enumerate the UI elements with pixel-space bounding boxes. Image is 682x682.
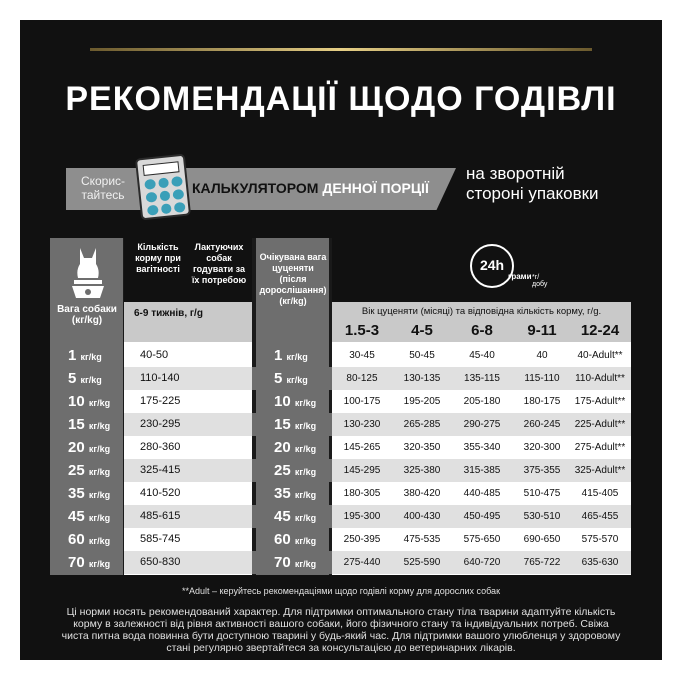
banner-left-text: [68, 174, 138, 202]
gold-divider: [90, 48, 592, 51]
pregnancy-amount-cell: 40-50: [140, 349, 169, 361]
puppy-amount-cell: 130-135: [403, 373, 441, 384]
expected-weight-value: 60: [274, 531, 291, 548]
banner-strong-text: [192, 180, 429, 196]
pregnancy-amount-cell: 585-745: [140, 533, 181, 545]
expected-weight-cell: [256, 482, 329, 507]
dog-weight-cell: [50, 367, 123, 392]
puppy-amount-cell: 525-590: [403, 557, 441, 568]
puppy-amount-cell: 130-230: [343, 419, 381, 430]
banner-right-line2: стороні упаковки: [466, 184, 599, 203]
puppy-amount-cell: 690-650: [523, 534, 561, 545]
grams-label: грами: [508, 272, 532, 281]
header-amount: Кількість корму при вагітності: [135, 242, 181, 274]
footnote: **Adult – керуйтесь рекомендаціями щодо годівлі корму для дорослих собак: [181, 586, 501, 596]
puppy-amount-cell: 115-110: [524, 373, 560, 384]
unit-label: кг/kg: [294, 513, 317, 523]
dog-weight-cell: [50, 551, 123, 576]
expected-weight-value: 15: [274, 416, 291, 433]
puppy-amount-cell: 575-650: [463, 534, 501, 545]
puppy-amount-cell: 195-205: [403, 396, 441, 407]
puppy-amount-cell: 415-405: [581, 488, 619, 499]
expected-weight-value: 5: [274, 370, 283, 387]
unit-label: кг/kg: [294, 490, 317, 500]
unit-label: кг/kg: [80, 375, 102, 385]
dog-weight-value: 60: [68, 531, 85, 548]
age-caption: Вік цуценяти (місяці) та відповідна кількість корму, г/g.: [361, 306, 602, 317]
expected-weight-value: 1: [274, 347, 283, 364]
puppy-amount-cell: 275-Adult**: [574, 442, 626, 453]
puppy-amount-cell: 440-485: [463, 488, 501, 499]
puppy-amount-cell: 320-350: [403, 442, 441, 453]
disclaimer-paragraph: Ці норми носять рекомендований характер. Для підтримки оптимального стану тіла тварини адаптуйте кількість корму в залежності від рівня активності вашого собаки, його фізичного стану та індивідуальних потреб. Свіжа чиста питна вода повинна бути доступною тварині у будь-який час. Для підтримки вашого улюбленця у здоровому стані регулярно звертайтеся за консультацією до ветеринарних лікарів.: [61, 606, 621, 654]
puppy-amount-cell: 320-300: [523, 442, 561, 453]
puppy-amount-cell: 635-630: [581, 557, 619, 568]
puppy-amount-cell: 175-Adult**: [574, 396, 626, 407]
dog-weight-value: 25: [68, 462, 85, 479]
puppy-amount-cell: 260-245: [523, 419, 561, 430]
puppy-amount-cell: 575-570: [581, 534, 619, 545]
age-label: 4-5: [411, 322, 433, 339]
unit-label: кг/kg: [294, 467, 317, 477]
expected-weight-cell: [256, 390, 329, 415]
dog-weight-cell: [50, 390, 123, 415]
puppy-amount-cell: 315-385: [463, 465, 501, 476]
expected-weight-value: 25: [274, 462, 291, 479]
expected-weight-cell: [256, 367, 329, 392]
expected-weight-value: 70: [274, 554, 291, 571]
dog-weight-cell: [50, 413, 123, 438]
table-row: [50, 482, 631, 505]
unit-label: кг/kg: [294, 421, 317, 431]
banner-strong-light: ДЕННОЇ ПОРЦІЇ: [322, 180, 429, 196]
dog-weight-value: 10: [68, 393, 85, 410]
table-row: [50, 390, 631, 413]
pregnancy-amount-cell: 280-360: [140, 441, 181, 453]
pregnancy-amount-cell: 650-830: [140, 556, 181, 568]
dog-weight-value: 70: [68, 554, 85, 571]
puppy-amount-cell: 275-440: [343, 557, 381, 568]
puppy-amount-cell: 250-395: [343, 534, 381, 545]
unit-label: кг/kg: [88, 536, 111, 546]
header-weeks: 6-9 тижнів, г/g: [134, 308, 203, 319]
dog-weight-cell: [50, 482, 123, 507]
dog-weight-cell: [50, 528, 123, 553]
clock-text: 24h: [479, 257, 505, 273]
page-title: РЕКОМЕНДАЦІЇ ЩОДО ГОДІВЛІ: [65, 80, 617, 118]
puppy-amount-cell: 45-40: [469, 350, 495, 361]
puppy-amount-cell: 30-45: [349, 350, 375, 361]
table-row: [50, 436, 631, 459]
expected-weight-value: 35: [274, 485, 291, 502]
puppy-amount-cell: 355-340: [463, 442, 501, 453]
header-expected-weight: Очікувана вага цуценяти (після дорослішання) (кг/kg): [259, 252, 327, 306]
table-row: [50, 367, 631, 390]
expected-weight-cell: [256, 459, 329, 484]
pregnancy-amount-cell: 230-295: [140, 418, 181, 430]
calculator-icon: [135, 154, 191, 221]
unit-label: кг/kg: [88, 513, 111, 523]
puppy-amount-cell: 180-305: [343, 488, 381, 499]
pregnancy-amount-cell: 325-415: [140, 464, 181, 476]
dog-weight-cell: [50, 505, 123, 530]
puppy-amount-cell: 465-455: [581, 511, 619, 522]
table-row: [50, 528, 631, 551]
dog-weight-value: 5: [68, 370, 77, 387]
unit-label: кг/kg: [294, 398, 317, 408]
unit-label: кг/kg: [80, 352, 102, 362]
dog-weight-value: 45: [68, 508, 85, 525]
puppy-amount-cell: 135-115: [464, 373, 500, 384]
clock-24h-icon: [470, 244, 550, 296]
unit-label: кг/kg: [294, 559, 317, 569]
unit-label: кг/kg: [294, 444, 317, 454]
puppy-amount-cell: 375-355: [523, 465, 561, 476]
expected-weight-cell: [256, 413, 329, 438]
per-day-label: *г/добу: [532, 274, 548, 288]
pregnancy-amount-cell: 110-140: [140, 372, 180, 384]
unit-label: кг/kg: [88, 421, 111, 431]
puppy-amount-cell: 110-Adult**: [575, 373, 625, 384]
puppy-amount-cell: 40: [536, 350, 548, 361]
expected-weight-cell: [256, 344, 329, 369]
expected-weight-value: 45: [274, 508, 291, 525]
banner-right-line1: на зворотній: [466, 164, 565, 183]
puppy-amount-cell: 450-495: [463, 511, 501, 522]
dog-weight-cell: [50, 459, 123, 484]
table-row: [50, 413, 631, 436]
unit-label: кг/kg: [88, 398, 111, 408]
puppy-amount-cell: 100-175: [343, 396, 381, 407]
dog-weight-cell: [50, 436, 123, 461]
dog-scale-icon: [66, 244, 110, 300]
puppy-amount-cell: 290-275: [463, 419, 501, 430]
puppy-amount-cell: 50-45: [409, 350, 435, 361]
age-label: 12-24: [580, 322, 620, 339]
unit-label: кг/kg: [286, 352, 308, 362]
puppy-amount-cell: 265-285: [403, 419, 441, 430]
expected-weight-cell: [256, 551, 329, 576]
age-label: 9-11: [527, 322, 557, 339]
puppy-amount-cell: 195-300: [343, 511, 381, 522]
dog-weight-value: 15: [68, 416, 85, 433]
pregnancy-amount-cell: 175-225: [140, 395, 181, 407]
expected-weight-value: 20: [274, 439, 291, 456]
feeding-table: [50, 238, 631, 575]
table-row: [50, 344, 631, 367]
expected-weight-value: 10: [274, 393, 291, 410]
puppy-amount-cell: 205-180: [463, 396, 501, 407]
puppy-amount-cell: 40-Adult**: [577, 350, 623, 361]
unit-label: кг/kg: [88, 490, 111, 500]
puppy-amount-cell: 400-430: [403, 511, 441, 522]
age-header-row: [332, 322, 631, 340]
expected-weight-cell: [256, 505, 329, 530]
unit-label: кг/kg: [286, 375, 308, 385]
puppy-amount-cell: 80-125: [346, 373, 378, 384]
puppy-amount-cell: 180-175: [523, 396, 561, 407]
puppy-amount-cell: 325-Adult**: [574, 465, 626, 476]
unit-label: кг/kg: [88, 559, 111, 569]
puppy-amount-cell: 765-722: [523, 557, 561, 568]
banner-strong-word: КАЛЬКУЛЯТОРОМ: [192, 180, 319, 196]
table-row: [50, 551, 631, 574]
dog-weight-value: 20: [68, 439, 85, 456]
age-label: 1.5-3: [344, 322, 380, 339]
pregnancy-amount-cell: 485-615: [140, 510, 181, 522]
puppy-amount-cell: 325-380: [403, 465, 441, 476]
expected-weight-cell: [256, 528, 329, 553]
table-row: [50, 459, 631, 482]
table-row: [50, 505, 631, 528]
puppy-amount-cell: 530-510: [523, 511, 561, 522]
dog-weight-cell: [50, 344, 123, 369]
feeding-panel: [20, 20, 662, 660]
puppy-amount-cell: 475-535: [403, 534, 441, 545]
banner-left-line1: Скорис-: [80, 174, 126, 188]
puppy-amount-cell: 225-Adult**: [574, 419, 626, 430]
unit-label: кг/kg: [88, 444, 111, 454]
puppy-amount-cell: 510-475: [523, 488, 561, 499]
unit-label: кг/kg: [88, 467, 111, 477]
puppy-amount-cell: 380-420: [403, 488, 441, 499]
header-lactation: Лактуючих собак годувати за їх потребою: [191, 242, 247, 285]
banner-right-text: [466, 164, 646, 204]
puppy-amount-cell: 145-295: [343, 465, 381, 476]
dog-weight-value: 1: [68, 347, 77, 364]
expected-weight-cell: [256, 436, 329, 461]
puppy-amount-cell: 145-265: [343, 442, 381, 453]
pregnancy-amount-cell: 410-520: [140, 487, 181, 499]
banner-left-line2: тайтесь: [81, 188, 125, 202]
unit-label: кг/kg: [294, 536, 317, 546]
dog-weight-value: 35: [68, 485, 85, 502]
dog-weight-label: Вага собаки (кг/kg): [57, 304, 117, 326]
age-label: 6-8: [471, 322, 493, 339]
puppy-amount-cell: 640-720: [463, 557, 501, 568]
